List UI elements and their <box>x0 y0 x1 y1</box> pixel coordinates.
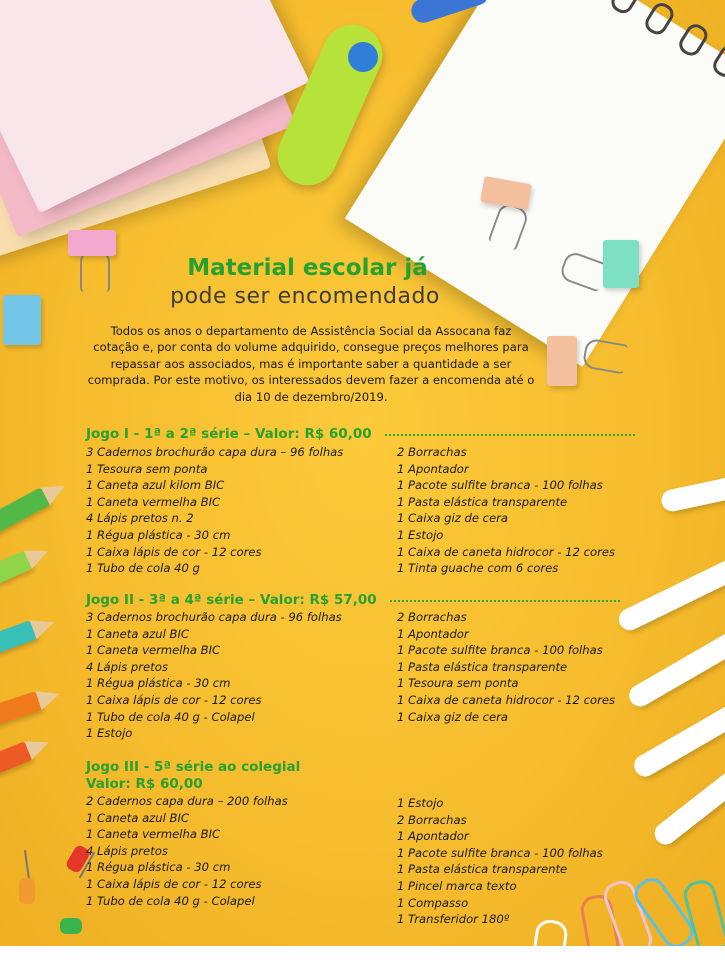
section-divider <box>390 600 620 602</box>
list-item: 1 Compasso <box>397 895 469 910</box>
list-item: 1 Caneta vermelha BIC <box>86 494 221 509</box>
list-item: 2 Borrachas <box>397 610 467 624</box>
list-item: 1 Régua plástica - 30 cm <box>86 676 231 691</box>
list-item: 2 Cadernos capa dura – 200 folhas <box>86 794 288 808</box>
list-item: 1 Apontador <box>397 829 469 844</box>
jogo-3-right-list <box>397 795 603 928</box>
list-item: 1 Estojo <box>397 796 444 810</box>
list-item: 1 Caneta azul BIC <box>86 626 189 641</box>
jogo-3-price: Valor: R$ 60,00 <box>86 776 203 792</box>
list-item: 2 Borrachas <box>397 445 467 459</box>
list-item: 3 Cadernos brochurão capa dura - 96 folhas <box>86 610 342 624</box>
list-item: 1 Caixa lápis de cor - 12 cores <box>86 876 262 891</box>
jogo-1-title: Jogo I - 1ª a 2ª série – Valor: R$ 60,00 <box>86 426 372 442</box>
page-title: Material escolar já <box>187 255 428 281</box>
page-subtitle: pode ser encomendado <box>170 284 440 309</box>
list-item: 1 Pacote sulfite branca - 100 folhas <box>397 845 603 860</box>
list-item: 1 Caneta vermelha BIC <box>86 827 221 842</box>
list-item: 1 Caixa giz de cera <box>397 709 509 724</box>
list-item: 1 Tubo de cola 40 g <box>86 561 200 576</box>
list-item: 2 Borrachas <box>397 812 467 827</box>
list-item: 1 Caixa de caneta hidrocor - 12 cores <box>397 692 616 707</box>
jogo-2-right-list <box>397 609 615 725</box>
list-item: 1 Tinta guache com 6 cores <box>397 561 559 576</box>
jogo-2-title: Jogo II - 3ª a 4ª série – Valor: R$ 57,00 <box>86 592 377 608</box>
list-item: 1 Tesoura sem ponta <box>86 461 208 476</box>
list-item: 1 Caneta vermelha BIC <box>86 643 221 658</box>
jogo-3-left-list <box>86 793 288 909</box>
list-item: 1 Pasta elástica transparente <box>397 862 568 877</box>
list-item: 1 Régua plástica - 30 cm <box>86 527 231 542</box>
list-item: 1 Caixa de caneta hidrocor - 12 cores <box>397 544 616 559</box>
section-divider <box>385 434 635 436</box>
list-item: 1 Caixa lápis de cor - 12 cores <box>86 544 262 559</box>
jogo-2-left-list <box>86 609 342 742</box>
list-item: 1 Tubo de cola 40 g - Colapel <box>86 893 255 908</box>
intro-paragraph: Todos os anos o departamento de Assistência Social da Assocana faz cotação e, por conta do volume adquirido, consegue preços melhores para repassar aos associados, mas é importante saber a quantidade a ser comprada. Por este motivo, os interessados devem fazer a encomenda até o dia 10 de dezembro/2019. <box>87 324 535 404</box>
list-item: 1 Pacote sulfite branca - 100 folhas <box>397 643 603 658</box>
list-item: 4 Lápis pretos n. 2 <box>86 511 194 526</box>
jogo-1-right-list <box>397 444 615 577</box>
list-item: 4 Lápis pretos <box>86 659 168 674</box>
list-item: 1 Pasta elástica transparente <box>397 494 568 509</box>
jogo-3-title: Jogo III - 5ª série ao colegial <box>86 759 301 775</box>
list-item: 3 Cadernos brochurão capa dura – 96 folhas <box>86 445 344 459</box>
list-item: 1 Pasta elástica transparente <box>397 659 568 674</box>
list-item: 1 Tubo de cola 40 g - Colapel <box>86 709 255 724</box>
list-item: 1 Caixa giz de cera <box>397 511 509 526</box>
list-item: 1 Apontador <box>397 626 469 641</box>
list-item: 1 Estojo <box>397 527 444 542</box>
list-item: 1 Pincel marca texto <box>397 878 517 893</box>
list-item: 1 Caneta azul kilom BIC <box>86 478 225 493</box>
list-item: 1 Apontador <box>397 461 469 476</box>
list-item: 1 Régua plástica - 30 cm <box>86 860 231 875</box>
list-item: 1 Tesoura sem ponta <box>397 676 519 691</box>
list-item: 1 Estojo <box>86 726 133 741</box>
list-item: 4 Lápis pretos <box>86 843 168 858</box>
bottom-border <box>0 946 725 963</box>
list-item: 1 Caneta azul BIC <box>86 810 189 825</box>
list-item: 1 Pacote sulfite branca - 100 folhas <box>397 478 603 493</box>
jogo-1-left-list <box>86 444 343 577</box>
list-item: 1 Caixa lápis de cor - 12 cores <box>86 692 262 707</box>
list-item: 1 Transferidor 180º <box>397 912 510 927</box>
